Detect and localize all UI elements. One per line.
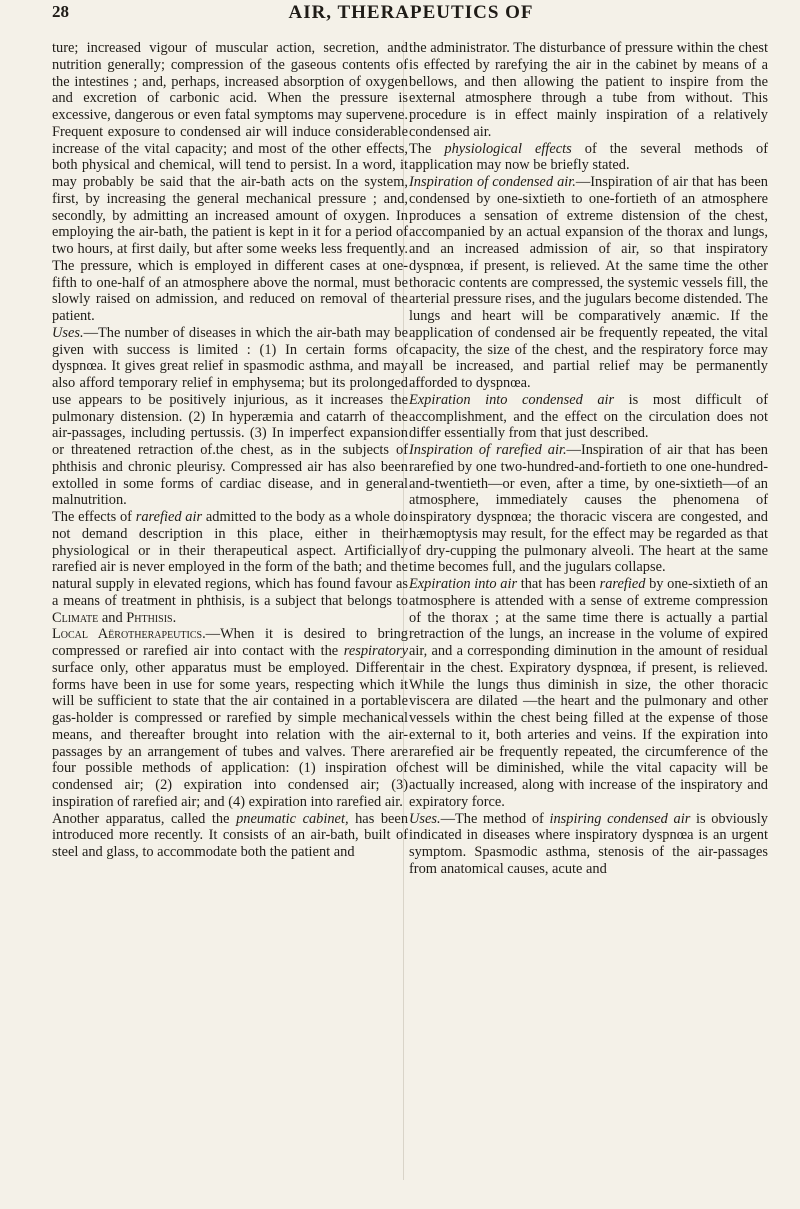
text-run: by one-sixtieth of an atmosphere is attended with a sense of extreme compression of the thorax ; at the same time there is actually a partial retraction of the lungs, an increase in the volume of expired air, and a corresponding diminution in the amount of residual air in the chest. Expiratory dyspnœa, if present, is relieved. While the lungs thus diminish in size, the other thoracic viscera are dilated —the heart and the pulmonary and other vessels within the chest being filled at the expense of those external to it, both arteries and veins. If the expiration into rarefied air be frequently repeated, the circumference of the chest will be diminished, while the vital capacity will be actually increased, along with increase of the inspiratory and expiratory force. — [409, 576, 768, 810]
paragraph — [52, 40, 408, 325]
italic-text: pneumatic cabinet, — [236, 810, 349, 827]
text-run: —Inspiration of air that has been condensed by one-sixtieth to one-fortieth of an atmosphere produces a sensation of extreme distension of the chest, accompanied by an actual expansion of the thorax and lungs, and an increased admission of air, so that inspiratory dyspnœa, if present, is relieved. At the same time the other thoracic contents are compressed, the systemic vessels fill, the arterial pressure rises, and the jugulars become distended. The lungs and heart will be comparatively anæmic. If the application of condensed air be frequently repeated, the vital capacity, the size of the chest, and the respiratory force may all be increased, and partial relief may be permanently afforded to dyspnœa. — [409, 174, 768, 391]
text-run: The effects of — [52, 509, 136, 525]
running-title: AIR, THERAPEUTICS OF — [288, 2, 534, 23]
paragraph — [409, 392, 768, 442]
text-run: is obviously indicated in diseases where inspiratory dyspnœa is an urgent symptom. Spasmodic asthma, stenosis of the air-passages from anatomical causes, acute and — [409, 810, 768, 877]
page-header — [52, 2, 770, 32]
text-run: . — [172, 609, 177, 626]
italic-text: Expiration into air — [409, 576, 518, 592]
text-run: —The number of diseases in which the air-bath may be given with success is limited : (1) In certain forms of dyspnœa. It gives great relief in spasmodic asthma, and may also afford temporary relief in emphysema; but its prolonged use appears to be positively injurious, as it increases the pulmonary distension. (2) In hyperæmia and catarrh of the air-passages, including pertussis. (3) In imperfect expansion or threatened retraction of.the chest, as in the subjects of phthisis and chronic pleurisy. Compressed air has also been extolled in some forms of cardiac disease, and in general malnutrition. — [52, 324, 408, 509]
paragraph — [52, 325, 408, 509]
text-run: surface only, other apparatus must be employed. Different forms have been in use for some years, respecting which it will be sufficient to state that the air contained in a portable gas-holder is compressed or rarefied by simple mechanical means, and thereafter brought into relation with the air-passages by an arrangement of tubes and valves. There are four possible methods of application: (1) inspiration of condensed air; (2) expiration into condensed air; (3) inspiration of rarefied air; and (4) expiration into rarefied air. — [52, 659, 408, 810]
paragraph — [409, 141, 768, 175]
small-caps-text: Local Aërotherapeutics — [52, 626, 203, 643]
text-run: Another apparatus, called the — [52, 810, 237, 827]
right-column — [409, 40, 768, 878]
text-run: .—When it is desired to bring compressed or rarefied air into contact with the — [52, 626, 408, 659]
paragraph — [52, 626, 408, 810]
paragraph — [409, 174, 768, 392]
text-run: has been introduced more recently. It consists of an air-bath, built of steel and glass, to accommodate both the patient and — [52, 810, 409, 860]
paragraph — [409, 40, 768, 141]
text-run: ture; increased vigour of muscular action, secretion, and nutrition generally; compression of the gaseous contents of the intestines ; and, perhaps, increased absorption of oxygen and excretion of carbonic acid. When the pressure is excessive, dangerous or even fatal symptoms may supervene. Frequent exposure to condensed air will induce considerable increase of the vital capacity; and most of the other effects, both physical and chemical, will tend to persist. In a word, it may probably be said that the air-bath acts on the system, first, by increasing the general mechanical pressure ; and, secondly, by admitting an increased amount of oxygen. In employing the air-bath, the patient is kept in it for a period of two hours, at first daily, but after some weeks less frequently. The pressure, which is employed in different cases at one-fifth to one-half of an atmosphere above the normal, must be slowly raised on admission, and reduced on removal of the patient. — [52, 40, 408, 324]
text-run: the administrator. The disturbance of pressure within the chest is effected by rarefying the air in the cabinet by means of a bellows, and then allowing the patient to inspire from the external atmosphere through a tube from without. This procedure is in effect mainly inspiration of a relatively condensed air. — [409, 40, 768, 140]
text-run: The — [409, 140, 445, 157]
italic-text: Inspiration of rarefied air. — [409, 442, 567, 458]
paragraph — [409, 442, 768, 576]
italic-text: rarefied — [599, 576, 646, 592]
italic-text: Uses. — [409, 810, 441, 827]
paragraph — [409, 811, 768, 878]
italic-text: Inspiration of condensed air. — [409, 174, 576, 190]
page-number: 28 — [52, 2, 69, 21]
paragraph — [409, 576, 768, 811]
text-run: admitted to the body as a whole do not demand description in this place, either in their physiological or in their therapeutical aspect. Artificially rarefied air is never employed in the form of the bath; and the natural supply in elevated regions, which has found favour as a means of treatment in phthisis, is a subject that belongs to — [52, 509, 408, 609]
text-run: of the several methods of application may now be briefly stated. — [409, 140, 768, 174]
text-run: —The method of — [440, 810, 550, 827]
text-run: is most difficult of accomplishment, and the effect on the circulation does not differ essentially from that just described. — [409, 391, 768, 442]
paragraph — [52, 509, 408, 626]
text-run: —Inspiration of air that has been rarefied by one two-hundred-and-fortieth to one one-hundred-and-twentieth—or even, after a time, by one-sixtieth—of an atmosphere, immediately causes the phenomena of inspiratory dyspnœa; the thoracic viscera are congested, and hæmoptysis may result, for the effect may be regarded as that of dry-cupping the pulmonary alveoli. The heart at the same time becomes full, and the jugulars collapse. — [409, 442, 768, 576]
italic-text: respiratory — [343, 643, 408, 659]
italic-text: inspiring condensed air — [549, 810, 691, 827]
paragraph — [52, 811, 408, 861]
small-caps-text: Climate — [52, 609, 99, 626]
italic-text: Expiration into condensed air — [409, 391, 615, 408]
small-caps-text: Phthisis — [126, 609, 173, 626]
italic-text: rarefied air — [135, 509, 203, 525]
text-run: that has been — [517, 576, 600, 592]
text-run: and — [98, 609, 127, 626]
italic-text: Uses. — [52, 324, 84, 341]
italic-text: physiological effects — [444, 140, 572, 157]
left-column — [52, 40, 408, 861]
